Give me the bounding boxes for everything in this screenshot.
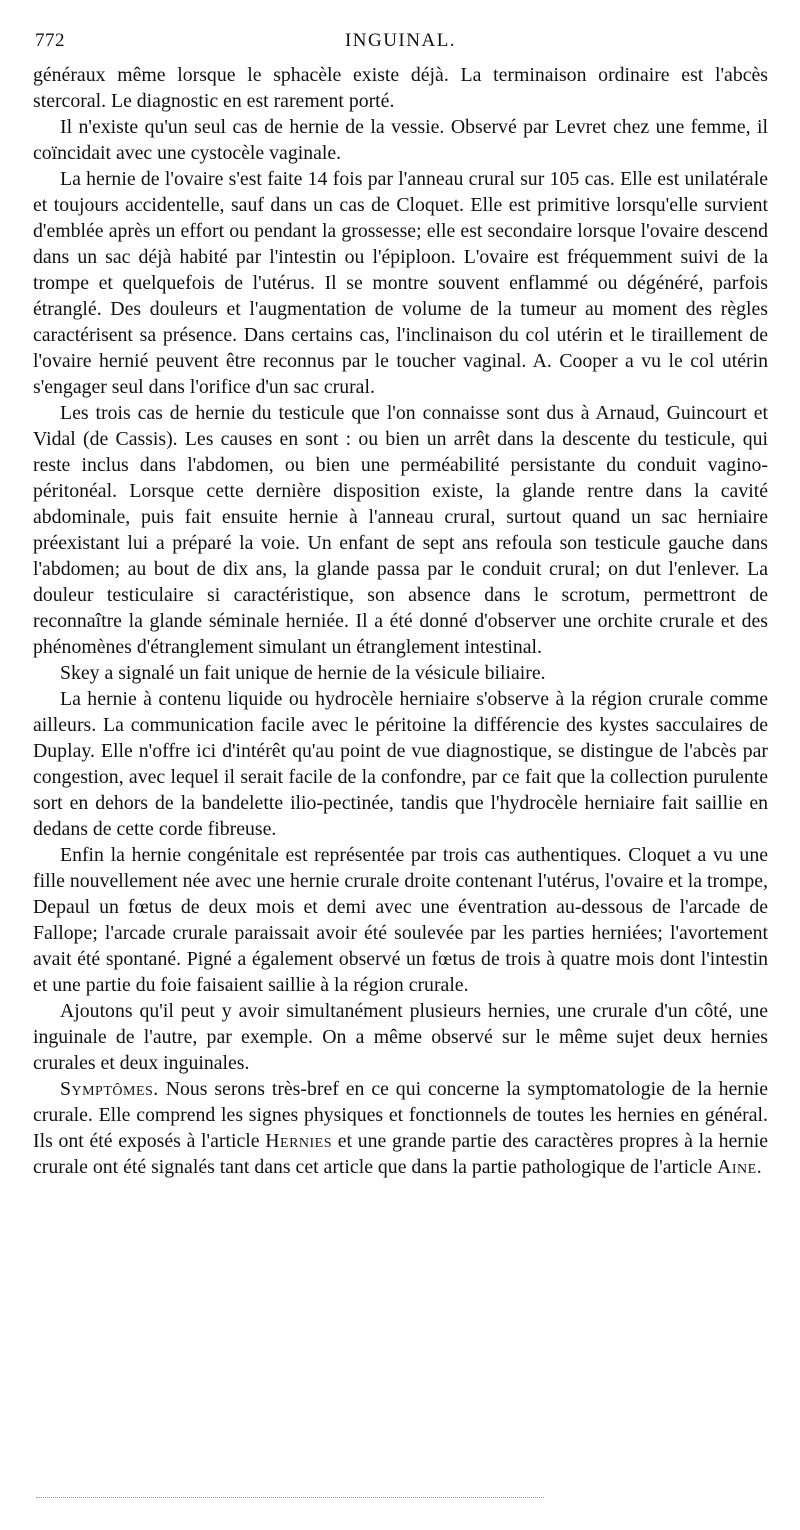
body-text [33,62,768,1180]
page-number: 772 [35,30,65,51]
cross-reference-hernies: Hernies [265,1130,333,1152]
paragraph-testicule: Les trois cas de hernie du testicule que l'on connaisse sont dus à Arnaud, Guincourt et Vidal (de Cassis). Les causes en sont : ou bien un arrêt dans la descente du testicule, qui reste inclus dans l'abdomen, ou bien une perméabilité persistante du conduit vagino-péritonéal. Lorsque cette dernière disposition existe, la glande rentre dans la cavité abdominale, puis fait ensuite hernie à l'anneau crural, surtout quand un sac herniaire préexistant lui a préparé la voie. Un enfant de sept ans refoula son testicule gauche dans l'abdomen; au bout de dix ans, la glande passa par le conduit crural; on dut l'enlever. La douleur testiculaire si caractéristique, son absence dans le scrotum, permettront de reconnaître la glande séminale herniée. Il a été donné d'observer une orchite crurale et des phénomènes d'étranglement simulant un étranglement intestinal. [33,402,768,658]
book-page [33,28,768,1180]
paragraph-symptomes [33,1076,768,1180]
page-header [33,28,768,62]
paragraph-vesicule-biliaire: Skey a signalé un fait unique de hernie de la vésicule biliaire. [60,662,546,684]
paragraph-vessie: Il n'existe qu'un seul cas de hernie de la vessie. Observé par Levret chez une femme, il coïncidait avec une cystocèle vaginale. [33,116,768,164]
paragraph-continuation: généraux même lorsque le sphacèle existe déjà. La terminaison ordinaire est l'abcès stercoral. Le diagnostic en est rarement porté. [33,64,768,112]
footer-rule [36,1497,544,1498]
symptoms-text-1: Nous serons très-bref en ce qui concerne la symptomatologie de la hernie crurale. Elle comprend les signes physiques et fonctionnels de toutes les hernies en général. Ils ont été exposés à l'article [33,1078,768,1152]
section-heading-symptomes: Symptômes. [60,1078,159,1100]
paragraph-ovaire: La hernie de l'ovaire s'est faite 14 fois par l'anneau crural sur 105 cas. Elle est unilatérale et toujours accidentelle, sauf dans un cas de Cloquet. Elle est primitive lorsqu'elle survient d'emblée après un effort ou pendant la grossesse; elle est secondaire lorsque l'ovaire descend dans un sac déjà habité par l'intestin ou l'épiploon. L'ovaire est fréquemment suivi de la trompe et quelquefois de l'utérus. Il se montre souvent enflammé ou dégénéré, parfois étranglé. Des douleurs et l'augmentation de volume de la tumeur au moment des règles caractérisent sa présence. Dans certains cas, l'inclinaison du col utérin et le tiraillement de l'ovaire hernié peuvent être reconnus par le toucher vaginal. A. Cooper a vu le col utérin s'engager seul dans l'orifice d'un sac crural. [33,168,768,398]
cross-reference-aine: Aine [717,1156,757,1178]
paragraph-hydrocele: La hernie à contenu liquide ou hydrocèle herniaire s'observe à la région crurale comme ailleurs. La communication facile avec le péritoine la différencie des kystes sacculaires de Duplay. Elle n'offre ici d'intérêt qu'au point de vue diagnostique, se distingue de l'abcès par congestion, avec lequel il serait facile de la confondre, par ce fait que la collection purulente sort en dehors de la bandelette ilio-pectinée, tandis que l'hydrocèle herniaire fait saillie en dedans de cette corde fibreuse. [33,688,768,840]
running-title: INGUINAL. [344,30,457,51]
paragraph-hernies-multiples: Ajoutons qu'il peut y avoir simultanément plusieurs hernies, une crurale d'un côté, une inguinale de l'autre, par exemple. On a même observé sur le même sujet deux hernies crurales et deux inguinales. [33,1000,768,1074]
paragraph-hernie-congenitale: Enfin la hernie congénitale est représentée par trois cas authentiques. Cloquet a vu une fille nouvellement née avec une hernie crurale droite contenant l'utérus, l'ovaire et la trompe, Depaul un fœtus de deux mois et demi avec une éventration au-dessous de l'arcade de Fallope; l'arcade crurale paraissait avoir été soulevée par les parties herniées; l'avortement avait été spontané. Pigné a également observé un fœtus de trois à quatre mois dont l'intestin et une partie du foie faisaient saillie à la région crurale. [33,844,768,996]
symptoms-text-2: et une grande partie des caractères propres à la hernie crurale ont été signalés tant dans cet article que dans la partie pathologique de l'article [33,1130,768,1178]
symptoms-text-end: . [756,1156,762,1178]
